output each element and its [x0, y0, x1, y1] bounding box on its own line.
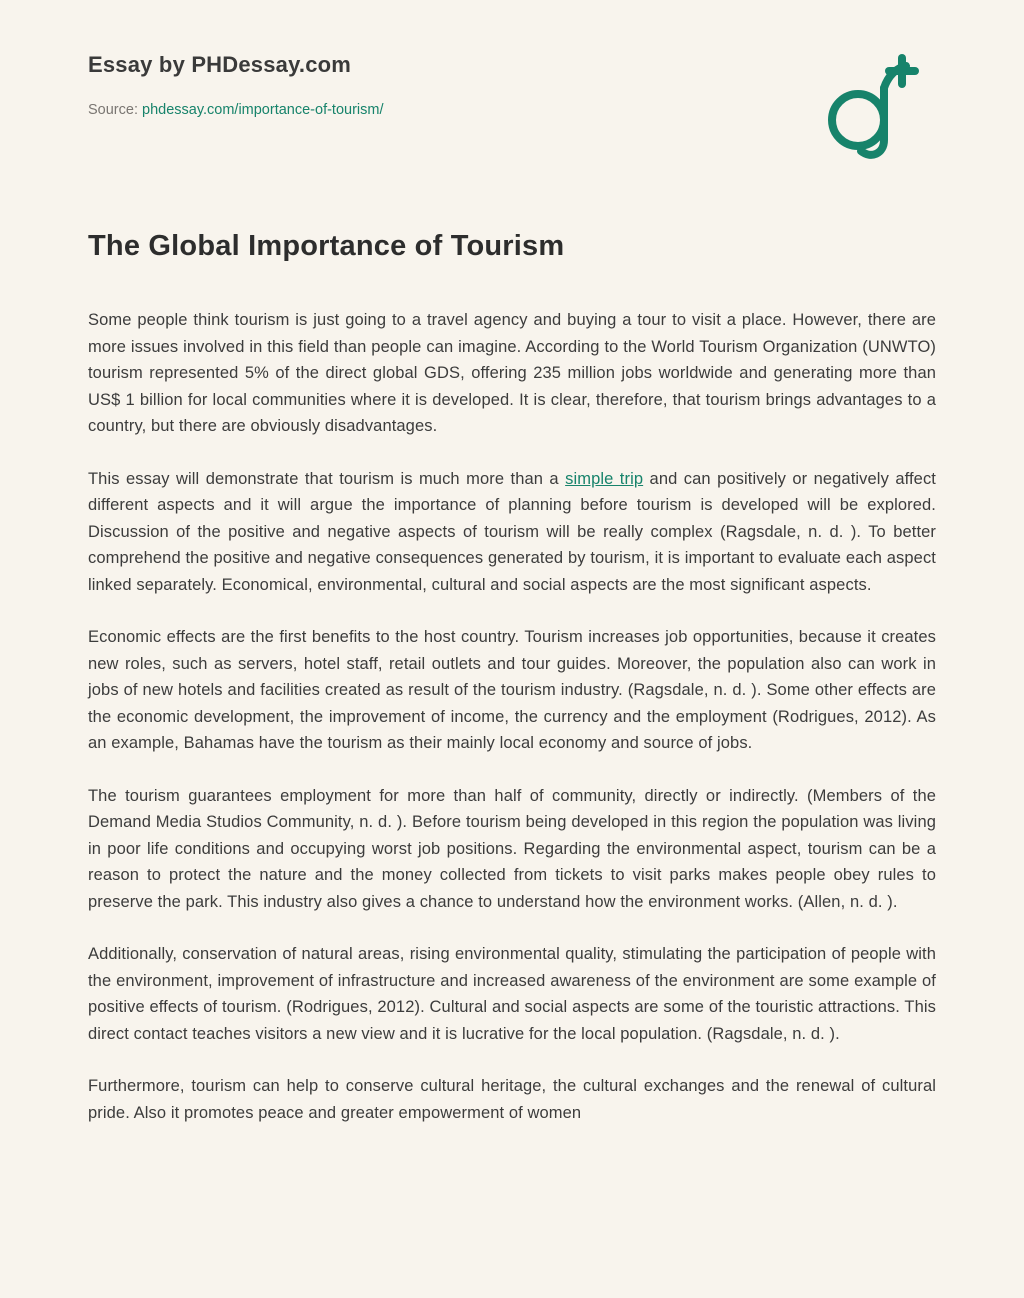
paragraph-2 [88, 466, 936, 599]
source-line [88, 102, 384, 118]
paragraph-2-text-after: and can positively or negatively affect different aspects and it will argue the importance of planning before tourism is developed will be explored. Discussion of the positive and negative aspects of tourism will be really complex (Ragsdale, n. d. ). To better comprehend the positive and negative consequences generated by tourism, it is important to evaluate each aspect linked separately. Economical, environmental, cultural and social aspects are the most significant aspects. [88, 469, 936, 594]
source-link[interactable]: phdessay.com/importance-of-tourism/ [142, 102, 384, 118]
paragraph-3: Economic effects are the first benefits to the host country. Tourism increases job opportunities, because it creates new roles, such as servers, hotel staff, retail outlets and tour guides. Moreover, the population also can work in jobs of new hotels and facilities created as result of the tourism industry. (Ragsdale, n. d. ). Some other effects are the economic development, the improvement of income, the currency and the employment (Rodrigues, 2012). As an example, Bahamas have the tourism as their mainly local economy and source of jobs. [88, 628, 936, 752]
paragraph-2-text-before: This essay will demonstrate that tourism is much more than a [88, 469, 566, 488]
phdessay-a-plus-logo-icon [824, 54, 924, 164]
paragraph-5: Additionally, conservation of natural areas, rising environmental quality, stimulating the participation of people with the environment, improvement of infrastructure and increased awareness of the environment are some example of positive effects of tourism. (Rodrigues, 2012). Cultural and social aspects are some of the touristic attractions. This direct contact teaches visitors a new view and it is lucrative for the local population. (Ragsdale, n. d. ). [88, 945, 936, 1043]
essay-title: The Global Importance of Tourism [88, 230, 565, 262]
byline: Essay by PHDessay.com [88, 52, 352, 77]
page-header [88, 52, 936, 164]
simple-trip-link[interactable]: simple trip [565, 469, 644, 488]
source-label: Source: [88, 102, 142, 118]
essay-body [88, 307, 936, 1126]
paragraph-1: Some people think tourism is just going to a travel agency and buying a tour to visit a place. However, there are more issues involved in this field than people can imagine. According to the World Tourism Organization (UNWTO) tourism represented 5% of the direct global GDS, offering 235 million jobs worldwide and generating more than US$ 1 billion for local communities where it is developed. It is clear, therefore, that tourism brings advantages to a country, but there are obviously disadvantages. [88, 311, 936, 435]
header-text-block [88, 52, 384, 118]
paragraph-4: The tourism guarantees employment for more than half of community, directly or indirectly. (Members of the Demand Media Studios Community, n. d. ). Before tourism being developed in this region the population was living in poor life conditions and occupying worst job positions. Regarding the environmental aspect, tourism can be a reason to protect the nature and the money collected from tickets to visit parks makes people obey rules to preserve the park. This industry also gives a chance to understand how the environment works. (Allen, n. d. ). [88, 786, 936, 911]
paragraph-6: Furthermore, tourism can help to conserve cultural heritage, the cultural exchanges and the renewal of cultural pride. Also it promotes peace and greater empowerment of women [88, 1077, 936, 1122]
